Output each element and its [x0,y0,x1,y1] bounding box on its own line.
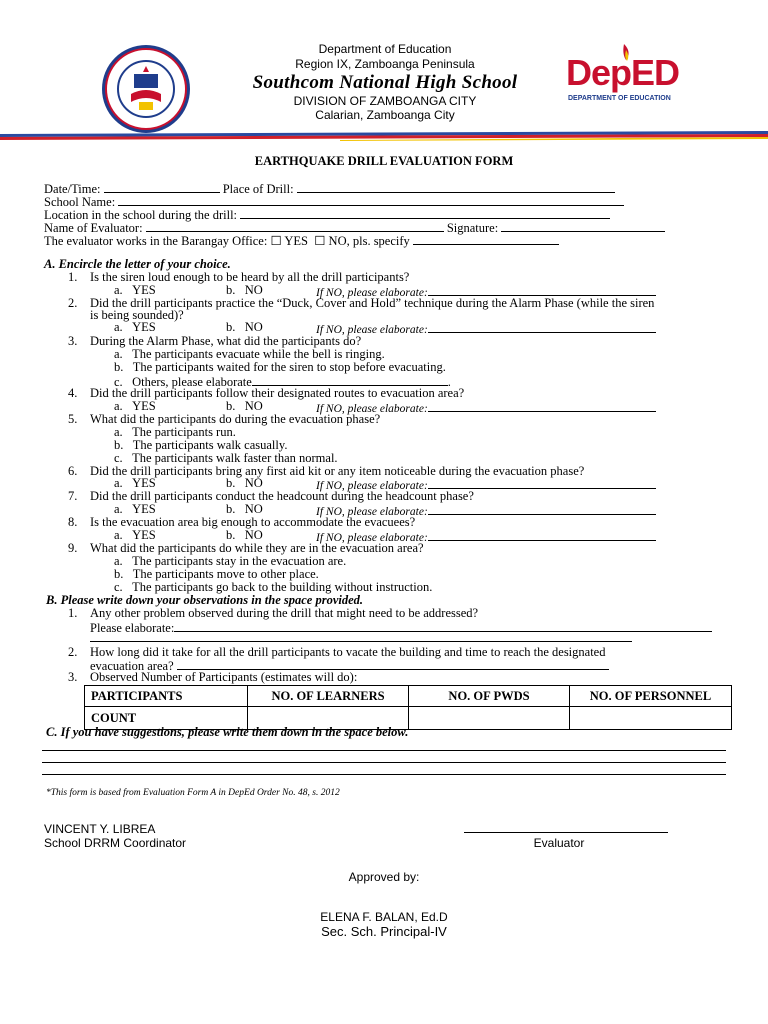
option-no-label: NO [244,320,263,334]
option-no-label: NO [244,528,263,542]
option-no-label: NO [244,502,263,516]
option-letter: a. [114,283,123,297]
option-letter: b. [226,399,236,413]
barangay-row [44,233,559,248]
option-letter: b. [226,528,236,542]
option-letter: c. [114,580,123,594]
coordinator-role: School DRRM Coordinator [44,836,187,850]
elaborate-label: If NO, please elaborate: [316,403,428,415]
elaborate-line[interactable] [428,477,656,489]
qa4-text: Did the drill participants follow their designated routes to evacuation area? [90,386,465,400]
personnel-count-cell[interactable] [570,707,732,730]
count-label-cell: COUNT [85,707,248,730]
option-letter: b. [226,502,236,516]
option-letter: b. [114,567,124,581]
checkbox-yes-icon[interactable]: ☐ [270,234,282,248]
evaluator-input-line[interactable] [146,220,444,232]
option-text: The participants evacuate while the bell is ringing. [132,347,385,361]
qa2-text-cont: is being sounded)? [90,308,184,322]
table-header-cell: PARTICIPANTS [85,686,248,707]
option-text: The participants move to other place. [132,567,319,581]
participants-table [84,685,732,730]
suggestion-line[interactable] [42,750,726,751]
qa8-num: 8. [68,515,78,529]
option-letter: b. [226,320,236,334]
qa2-text: Did the drill participants practice the “Duck, Cover and Hold” technique during the Alarm Phase (while the siren [90,296,655,310]
evaluator-label: Name of Evaluator: [44,221,143,235]
place-label: Place of Drill: [222,182,294,196]
coordinator-name: VINCENT Y. LIBREA [44,822,156,836]
qa8-text: Is the evacuation area big enough to accommodate the evacuees? [90,515,416,529]
table-header-cell: NO. OF PWDS [409,686,570,707]
evaluator-signature-line[interactable] [464,832,668,833]
qb2-num: 2. [68,645,78,659]
principal-role: Sec. Sch. Principal-IV [321,924,447,939]
qa3-option-c[interactable]: c. Others, please elaborate . [114,375,451,389]
school-address: Calarian, Zamboanga City [315,108,455,122]
qb2-text-cont: evacuation area? [90,659,174,673]
qa1-num: 1. [68,270,78,284]
qa3-text: During the Alarm Phase, what did the participants do? [90,334,362,348]
barangay-yes-label: YES [284,234,308,248]
deped-wordmark: DepED [566,52,680,93]
option-letter: b. [114,360,124,374]
qa6-num: 6. [68,464,78,478]
checkbox-no-icon[interactable]: ☐ [314,234,326,248]
option-letter: a. [114,554,123,568]
table-header-row [85,686,732,707]
option-letter: a. [114,425,123,439]
qb1-elaborate-label: Please elaborate: [90,621,175,635]
option-text: The participants walk casually. [132,438,288,452]
qb1-extra-line[interactable] [90,641,632,642]
option-letter: b. [114,438,124,452]
barangay-label: The evaluator works in the Barangay Office: [44,234,268,248]
location-label: Location in the school during the drill: [44,208,238,222]
principal-name: ELENA F. BALAN, Ed.D [320,910,448,924]
qa9-text: What did the participants do while they are in the evacuation area? [90,541,424,555]
qa2-yes-option[interactable] [114,321,156,334]
elaborate-label: If NO, please elaborate: [316,532,428,544]
place-input-line[interactable] [297,181,615,193]
qa4-num: 4. [68,386,78,400]
option-text: The participants go back to the building without instruction. [132,580,433,594]
option-text: The participants waited for the siren to stop before evacuating. [132,360,446,374]
option-yes-label: YES [132,476,156,490]
evaluator-role: Evaluator [533,836,585,850]
option-letter: b. [226,283,236,297]
option-letter: b. [226,476,236,490]
qa3-option-b[interactable] [114,361,446,374]
option-no-label: NO [244,476,263,490]
elaborate-label: If NO, please elaborate: [316,324,428,336]
option-yes-label: YES [132,283,156,297]
division-name: DIVISION OF ZAMBOANGA CITY [293,94,477,108]
elaborate-label: If NO, please elaborate: [316,480,428,492]
footnote: *This form is based from Evaluation Form A in DepEd Order No. 48, s. 2012 [46,788,340,798]
option-yes-label: YES [132,320,156,334]
qb2-text: How long did it take for all the drill participants to vacate the building and time to reach the designated [90,645,606,659]
elaborate-line[interactable] [428,321,656,333]
qa9-num: 9. [68,541,78,555]
school-name: Southcom National High School [252,72,518,93]
qb1-elaborate-row [90,620,712,635]
region-name: Region IX, Zamboanga Peninsula [295,57,475,71]
qa5-text: What did the participants do during the evacuation phase? [90,412,381,426]
location-input-line[interactable] [240,207,610,219]
option-text: Others, please elaborate [132,375,252,389]
option-text: The participants run. [132,425,236,439]
header-block [200,42,570,122]
datetime-label: Date/Time: [44,182,101,196]
option-no-label: NO [244,283,263,297]
option-letter: a. [114,528,123,542]
qa5-num: 5. [68,412,78,426]
option-yes-label: YES [132,528,156,542]
qa6-text: Did the drill participants bring any first aid kit or any item noticeable during the evacuation phase? [90,464,585,478]
header-stripe [0,128,768,142]
qb1-num: 1. [68,606,78,620]
option-letter: a. [114,399,123,413]
qa1-text: Is the siren loud enough to be heard by all the drill participants? [90,270,410,284]
qa7-text: Did the drill participants conduct the headcount during the headcount phase? [90,489,474,503]
form-title: EARTHQUAKE DRILL EVALUATION FORM [254,154,514,168]
option-text: The participants walk faster than normal. [132,451,338,465]
elaborate-line[interactable] [428,400,656,412]
qb3-num: 3. [68,670,78,684]
qa2-num: 2. [68,296,78,310]
option-text: The participants stay in the evacuation are. [132,554,347,568]
option-no-label: NO [244,399,263,413]
qb1-text: Any other problem observed during the drill that might need to be addressed? [90,606,479,620]
signature-input-line[interactable] [501,220,665,232]
datetime-input-line[interactable] [104,181,220,193]
qa1 [68,271,77,284]
elaborate-line[interactable] [428,503,656,515]
option-letter: a. [114,320,123,334]
option-letter: a. [114,502,123,516]
option-letter: a. [114,347,123,361]
section-b-title: B. Please write down your observations in the space provided. [46,593,364,607]
elaborate-line[interactable] [428,284,656,296]
qa2-no-option[interactable] [226,321,263,334]
qb2-answer-line[interactable] [177,658,609,670]
qa7-num: 7. [68,489,78,503]
deped-logo [566,42,680,110]
elaborate-label: If NO, please elaborate: [316,287,428,299]
dept-name: Department of Education [318,42,452,56]
qb3-text: Observed Number of Participants (estimates will do): [90,670,358,684]
option-letter: a. [114,476,123,490]
table-header-cell: NO. OF PERSONNEL [570,686,732,707]
table-header-cell: NO. OF LEARNERS [248,686,409,707]
elaborate-label: If NO, please elaborate: [316,506,428,518]
school-name-label: School Name: [44,195,116,209]
option-letter: c. [114,375,123,389]
section-a-title: A. Encircle the letter of your choice. [44,257,231,271]
option-yes-label: YES [132,399,156,413]
option-yes-label: YES [132,502,156,516]
signature-label: Signature: [446,221,499,235]
school-name-input-line[interactable] [118,194,624,206]
section-c-title: C. If you have suggestions, please write them down in the space below. [46,725,409,739]
qa2-elaborate [316,321,656,337]
pwds-count-cell[interactable] [409,707,570,730]
elaborate-line[interactable] [428,529,656,541]
qa3-num: 3. [68,334,78,348]
school-seal [101,44,191,134]
barangay-no-label: NO, pls. specify [328,234,410,248]
suggestion-line[interactable] [42,774,726,775]
qb1-elaborate-line[interactable] [174,620,712,632]
school-seal-icon [101,44,191,134]
barangay-specify-line[interactable] [413,233,559,245]
elaborate-line[interactable] [252,374,448,386]
approved-by-label: Approved by: [348,870,420,884]
stripe-graphic [0,128,768,142]
deped-subtitle: DEPARTMENT OF EDUCATION [568,95,671,102]
suggestion-line[interactable] [42,762,726,763]
option-letter: c. [114,451,123,465]
